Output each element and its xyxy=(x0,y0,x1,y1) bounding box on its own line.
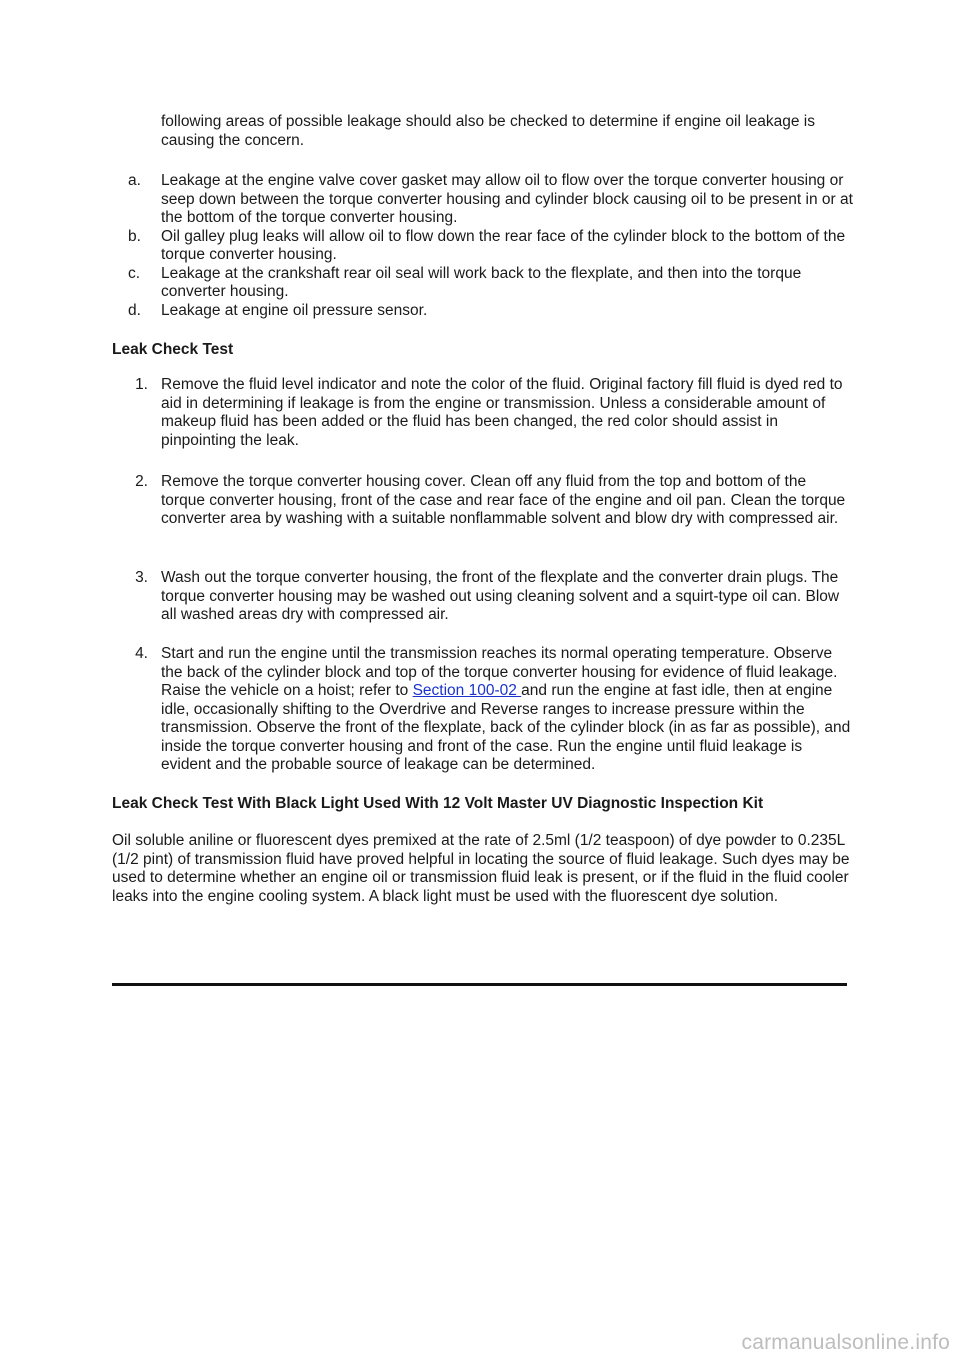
leakage-areas-list xyxy=(128,172,858,320)
watermark: carmanualsonline.info xyxy=(741,1330,950,1354)
list-marker: b. xyxy=(128,227,141,245)
list-item xyxy=(128,172,858,228)
step-text-before-link: Start and run the engine until the transmission reaches its normal operating temperature. Observe the back of the cylinder block and top of the torque converter housing for evidence of fluid leakage. Raise the vehicle on a hoist; refer to xyxy=(161,645,838,699)
step-number: 3. xyxy=(135,569,148,586)
step-number: 4. xyxy=(135,645,148,662)
list-item-text: Leakage at engine oil pressure sensor. xyxy=(161,301,428,319)
list-item xyxy=(128,228,858,265)
list-marker: d. xyxy=(128,301,141,319)
section-heading-black-light: Leak Check Test With Black Light Used With 12 Volt Master UV Diagnostic Inspection Kit xyxy=(112,795,764,812)
step-text xyxy=(161,645,851,775)
step-number: 2. xyxy=(135,473,148,490)
step-text: Remove the torque converter housing cover. Clean off any fluid from the top and bottom of the torque converter housing, front of the case and rear face of the engine and oil pan. Clean the torque converter area by washing with a suitable nonflammable solvent and blow dry with compressed air. xyxy=(161,473,846,527)
list-item xyxy=(128,302,858,321)
list-item-text: Oil galley plug leaks will allow oil to flow down the rear face of the cylinder block to the bottom of the torque converter housing. xyxy=(161,227,846,263)
step-text: Remove the fluid level indicator and note the color of the fluid. Original factory fill fluid is dyed red to aid in determining if leakage is from the engine or transmission. Unless a considerable amount of makeup fluid has been added or the fluid has been changed, the red color should assist in pinpointing the leak. xyxy=(161,376,843,449)
horizontal-divider xyxy=(112,983,847,986)
step-text-after-link: and run the engine at fast idle, then at engine idle, occasionally shifting to the Overdrive and Reverse ranges to increase pressure within the transmission. Observe the front of the flexplate, back of the cylinder block (in as far as possible), and inside the torque converter housing and front of the case. Run the engine until fluid leakage is evident and the probable source of leakage can be determined. xyxy=(161,682,851,773)
black-light-paragraph: Oil soluble aniline or fluorescent dyes premixed at the rate of 2.5ml (1/2 teaspoon) of dye powder to 0.235L (1/2 pint) of transmission fluid have proved helpful in locating the source of fluid leakage. Such dyes may be used to determine whether an engine oil or transmission fluid leak is present, or if the fluid in the fluid cooler leaks into the engine cooling system. A black light must be used with the fluorescent dye solution. xyxy=(112,832,850,905)
section-heading-leak-check: Leak Check Test xyxy=(112,341,234,358)
list-marker: c. xyxy=(128,264,141,282)
step-number: 1. xyxy=(135,376,148,393)
section-100-02-link[interactable]: Section 100-02 xyxy=(412,682,522,699)
list-item-text: Leakage at the crankshaft rear oil seal will work back to the flexplate, and then into the torque converter housing. xyxy=(161,264,802,300)
list-marker: a. xyxy=(128,172,141,189)
list-item-text: Leakage at the engine valve cover gasket may allow oil to flow over the torque converter housing or seep down between the torque converter housing and cylinder block causing oil to be present in or at the bottom of the torque converter housing. xyxy=(161,172,853,226)
step-text: Wash out the torque converter housing, the front of the flexplate and the converter drain plugs. The torque converter housing may be washed out using cleaning solvent and a squirt-type oil can. Blow all washed areas dry with compressed air. xyxy=(161,569,840,623)
list-item xyxy=(128,265,858,302)
intro-paragraph: following areas of possible leakage should also be checked to determine if engine oil leakage is causing the concern. xyxy=(161,113,815,149)
